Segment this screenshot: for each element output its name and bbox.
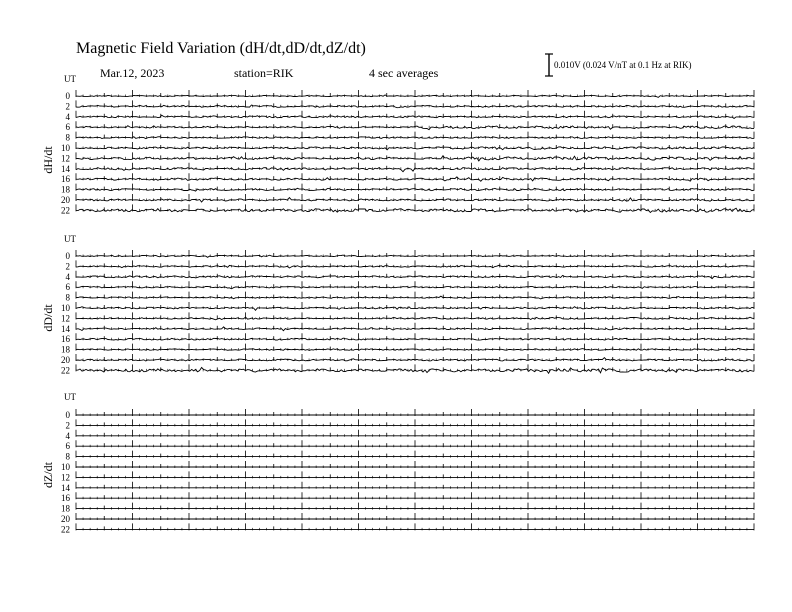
hour-label: 14 xyxy=(61,482,70,493)
scale-bar-label: 0.010V (0.024 V/nT at 0.1 Hz at RIK) xyxy=(554,60,692,70)
hour-label: 12 xyxy=(61,313,70,324)
hour-label: 8 xyxy=(65,132,70,143)
hour-label: 16 xyxy=(61,493,70,504)
hour-label: 4 xyxy=(65,111,70,122)
hour-label: 6 xyxy=(65,441,70,452)
hour-label: 10 xyxy=(61,143,70,153)
hour-label: 6 xyxy=(65,122,70,133)
hour-label: 10 xyxy=(61,462,70,472)
date-label: Mar.12, 2023 xyxy=(100,66,165,80)
hour-label: 18 xyxy=(61,503,70,514)
panels xyxy=(41,74,754,534)
panel-label: dZ/dt xyxy=(41,462,55,488)
hour-label: 22 xyxy=(61,365,70,376)
panel-label: dH/dt xyxy=(41,146,55,174)
station-label: station=RIK xyxy=(234,66,294,80)
hour-label: 20 xyxy=(61,514,70,524)
chart-title: Magnetic Field Variation (dH/dt,dD/dt,dZ/dt) xyxy=(76,40,366,57)
hour-label: 12 xyxy=(61,153,70,164)
hour-label: 8 xyxy=(65,451,70,462)
time-axis-label: UT xyxy=(64,74,76,84)
hour-label: 8 xyxy=(65,292,70,303)
hour-label: 14 xyxy=(61,163,70,174)
hour-label: 20 xyxy=(61,355,70,365)
hour-label: 10 xyxy=(61,303,70,313)
averaging-label: 4 sec averages xyxy=(369,66,439,80)
scale-bar xyxy=(545,54,692,76)
hour-label: 4 xyxy=(65,271,70,282)
hour-label: 0 xyxy=(65,91,70,101)
panel-label: dD/dt xyxy=(41,304,55,332)
hour-label: 20 xyxy=(61,195,70,205)
hour-label: 6 xyxy=(65,282,70,293)
panel-dh-dt xyxy=(41,74,754,215)
hour-label: 2 xyxy=(65,261,70,272)
hour-label: 0 xyxy=(65,251,70,261)
panel-dz-dt xyxy=(41,392,754,534)
hour-label: 18 xyxy=(61,344,70,355)
hour-label: 16 xyxy=(61,334,70,345)
panel-dd-dt xyxy=(41,234,754,375)
hour-label: 22 xyxy=(61,205,70,216)
hour-label: 0 xyxy=(65,410,70,420)
hour-label: 12 xyxy=(61,472,70,483)
hour-label: 14 xyxy=(61,323,70,334)
hour-label: 16 xyxy=(61,174,70,185)
hour-label: 22 xyxy=(61,524,70,535)
hour-label: 2 xyxy=(65,101,70,112)
hour-label: 18 xyxy=(61,184,70,195)
hour-label: 4 xyxy=(65,430,70,441)
time-axis-label: UT xyxy=(64,392,76,402)
time-axis-label: UT xyxy=(64,234,76,244)
hour-label: 2 xyxy=(65,420,70,431)
